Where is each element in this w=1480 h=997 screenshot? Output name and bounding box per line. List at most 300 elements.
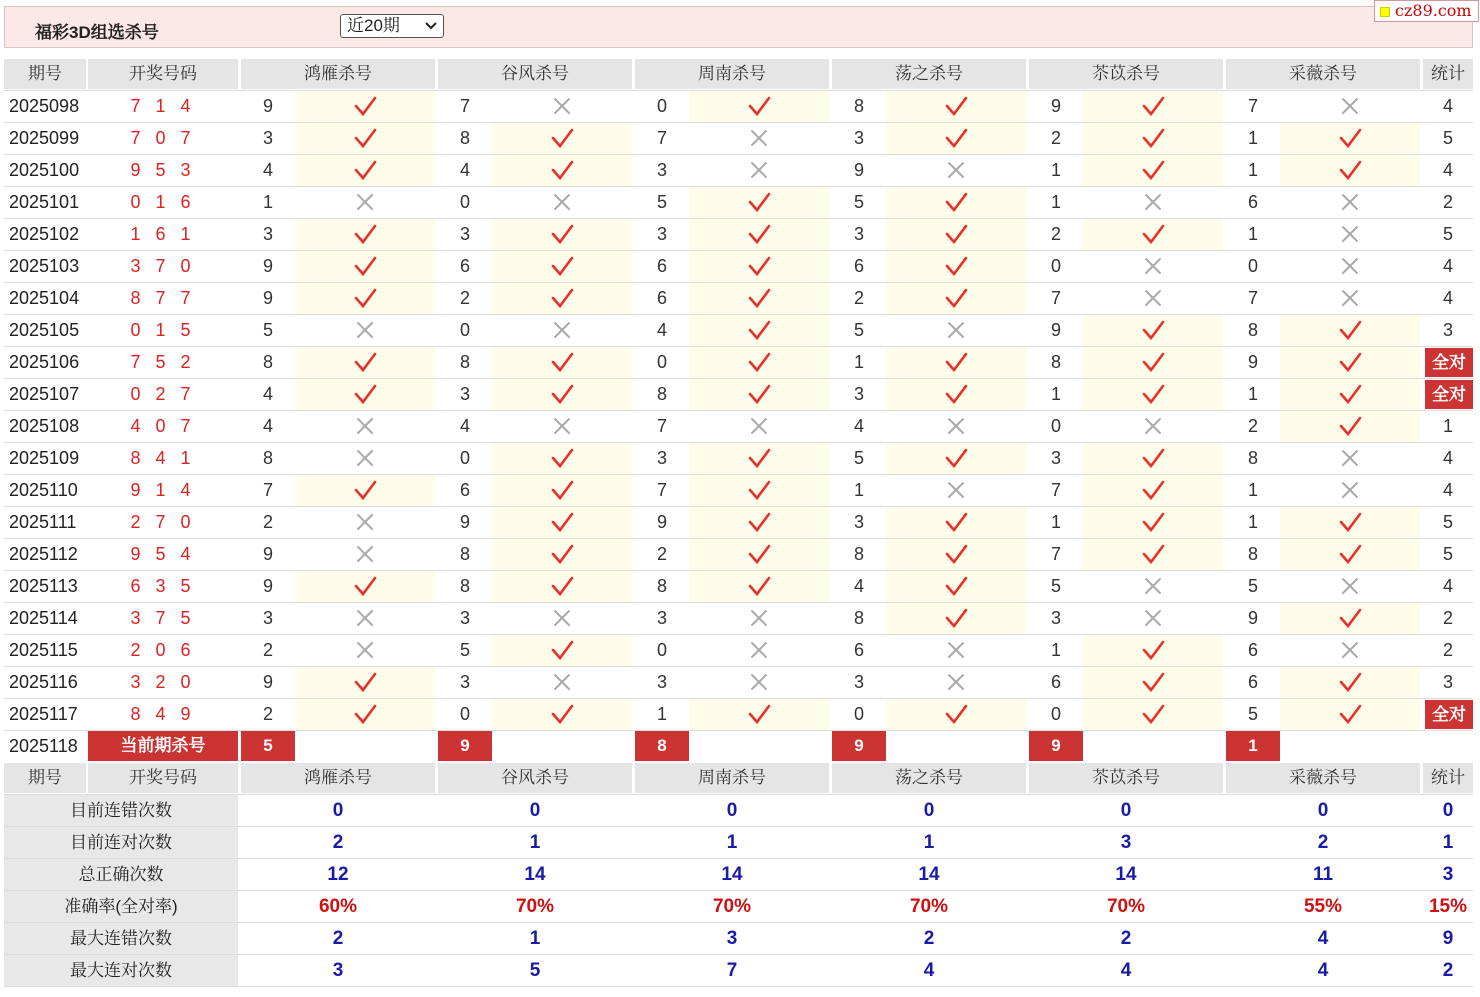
result-correct bbox=[886, 187, 1026, 218]
period-cell: 2025101 bbox=[4, 187, 88, 218]
summary-value: 2 bbox=[1226, 827, 1420, 858]
result-correct bbox=[689, 539, 829, 570]
kill-digit: 1 bbox=[1226, 155, 1280, 186]
check-icon bbox=[747, 574, 771, 598]
check-icon bbox=[1141, 670, 1165, 694]
result-correct bbox=[1083, 155, 1223, 186]
result-correct bbox=[689, 251, 829, 282]
summary-value: 14 bbox=[1029, 859, 1223, 890]
cross-icon bbox=[747, 414, 771, 438]
summary-value: 1 bbox=[438, 923, 632, 954]
cross-icon bbox=[1338, 94, 1362, 118]
kill-digit: 1 bbox=[1029, 635, 1083, 666]
summary-header-predictor: 采薇杀号 bbox=[1226, 763, 1420, 793]
draw-number: 1 6 1 bbox=[88, 219, 238, 250]
history-header-period: 期号 bbox=[4, 59, 86, 89]
summary-value: 7 bbox=[635, 955, 829, 986]
result-correct bbox=[886, 507, 1026, 538]
result-correct bbox=[1280, 379, 1420, 410]
result-wrong bbox=[1280, 635, 1420, 666]
cross-icon bbox=[747, 126, 771, 150]
kill-digit: 2 bbox=[832, 283, 886, 314]
cross-icon bbox=[550, 414, 574, 438]
kill-digit: 8 bbox=[832, 91, 886, 122]
kill-digit: 5 bbox=[1226, 571, 1280, 602]
kill-digit: 9 bbox=[241, 251, 295, 282]
kill-digit: 3 bbox=[635, 443, 689, 474]
kill-digit: 7 bbox=[635, 475, 689, 506]
row-divider bbox=[4, 186, 1473, 187]
check-icon bbox=[550, 222, 574, 246]
check-icon bbox=[1338, 382, 1362, 406]
summary-divider bbox=[4, 922, 1473, 923]
check-icon bbox=[1338, 606, 1362, 630]
result-wrong bbox=[295, 507, 435, 538]
kill-digit: 9 bbox=[635, 507, 689, 538]
result-wrong bbox=[1280, 187, 1420, 218]
summary-value: 4 bbox=[832, 955, 1026, 986]
row-divider bbox=[4, 122, 1473, 123]
kill-digit: 9 bbox=[241, 667, 295, 698]
kill-digit: 2 bbox=[635, 539, 689, 570]
result-correct bbox=[492, 379, 632, 410]
cross-icon bbox=[944, 638, 968, 662]
check-icon bbox=[1141, 158, 1165, 182]
result-correct bbox=[295, 347, 435, 378]
period-cell: 2025115 bbox=[4, 635, 88, 666]
summary-divider bbox=[4, 890, 1473, 891]
kill-digit: 4 bbox=[241, 379, 295, 410]
check-icon bbox=[1141, 126, 1165, 150]
kill-digit: 0 bbox=[635, 347, 689, 378]
result-wrong bbox=[689, 123, 829, 154]
result-correct bbox=[492, 475, 632, 506]
kill-digit: 2 bbox=[1029, 123, 1083, 154]
period-cell: 2025107 bbox=[4, 379, 88, 410]
stat-count: 4 bbox=[1423, 443, 1473, 474]
summary-stat: 0 bbox=[1423, 795, 1473, 826]
kill-digit: 2 bbox=[438, 283, 492, 314]
result-wrong bbox=[492, 315, 632, 346]
kill-digit: 2 bbox=[241, 507, 295, 538]
history-header-draw: 开奖号码 bbox=[88, 59, 238, 89]
all-correct-badge: 全对 bbox=[1425, 700, 1473, 729]
kill-digit: 8 bbox=[832, 539, 886, 570]
summary-label: 最大连对次数 bbox=[4, 955, 238, 986]
kill-digit: 6 bbox=[1226, 187, 1280, 218]
result-correct bbox=[1083, 507, 1223, 538]
result-wrong bbox=[689, 411, 829, 442]
check-icon bbox=[747, 382, 771, 406]
check-icon bbox=[1338, 702, 1362, 726]
cross-icon bbox=[353, 510, 377, 534]
summary-divider bbox=[4, 826, 1473, 827]
check-icon bbox=[747, 254, 771, 278]
kill-digit: 0 bbox=[438, 187, 492, 218]
draw-number: 8 7 7 bbox=[88, 283, 238, 314]
result-correct bbox=[295, 283, 435, 314]
result-correct bbox=[295, 251, 435, 282]
result-wrong bbox=[886, 155, 1026, 186]
result-correct bbox=[689, 347, 829, 378]
cross-icon bbox=[747, 606, 771, 630]
result-wrong bbox=[295, 315, 435, 346]
history-header-predictor: 谷风杀号 bbox=[438, 59, 632, 89]
summary-divider bbox=[4, 986, 1473, 987]
period-cell: 2025103 bbox=[4, 251, 88, 282]
kill-digit: 1 bbox=[1029, 187, 1083, 218]
summary-value: 55% bbox=[1226, 891, 1420, 922]
check-icon bbox=[1141, 94, 1165, 118]
kill-digit: 3 bbox=[1029, 443, 1083, 474]
check-icon bbox=[1141, 382, 1165, 406]
kill-digit: 9 bbox=[438, 507, 492, 538]
kill-digit: 3 bbox=[1029, 603, 1083, 634]
check-icon bbox=[944, 510, 968, 534]
check-icon bbox=[353, 350, 377, 374]
result-correct bbox=[689, 507, 829, 538]
period-cell: 2025105 bbox=[4, 315, 88, 346]
check-icon bbox=[944, 190, 968, 214]
history-header-predictor: 采薇杀号 bbox=[1226, 59, 1420, 89]
check-icon bbox=[1141, 542, 1165, 566]
period-cell: 2025113 bbox=[4, 571, 88, 602]
draw-number: 8 4 9 bbox=[88, 699, 238, 730]
period-cell: 2025098 bbox=[4, 91, 88, 122]
cross-icon bbox=[944, 158, 968, 182]
all-correct-badge: 全对 bbox=[1425, 380, 1473, 409]
summary-value: 60% bbox=[241, 891, 435, 922]
history-header-predictor: 荡之杀号 bbox=[832, 59, 1026, 89]
summary-value: 1 bbox=[832, 827, 1026, 858]
kill-digit: 3 bbox=[635, 155, 689, 186]
result-correct bbox=[689, 283, 829, 314]
result-wrong bbox=[886, 635, 1026, 666]
result-wrong bbox=[689, 155, 829, 186]
kill-digit: 6 bbox=[1029, 667, 1083, 698]
kill-digit: 7 bbox=[635, 411, 689, 442]
result-correct bbox=[1083, 347, 1223, 378]
summary-value: 12 bbox=[241, 859, 435, 890]
summary-value: 14 bbox=[635, 859, 829, 890]
kill-digit: 1 bbox=[1029, 507, 1083, 538]
check-icon bbox=[550, 158, 574, 182]
kill-digit: 5 bbox=[635, 187, 689, 218]
draw-number: 0 1 6 bbox=[88, 187, 238, 218]
summary-stat: 2 bbox=[1423, 955, 1473, 986]
result-correct bbox=[492, 347, 632, 378]
result-wrong bbox=[886, 475, 1026, 506]
summary-value: 5 bbox=[438, 955, 632, 986]
result-correct bbox=[1083, 219, 1223, 250]
kill-digit: 3 bbox=[635, 603, 689, 634]
watermark-text: cz89.com bbox=[1395, 1, 1472, 20]
kill-digit: 1 bbox=[1226, 507, 1280, 538]
stat-count: 4 bbox=[1423, 251, 1473, 282]
result-correct bbox=[1083, 635, 1223, 666]
kill-digit: 3 bbox=[832, 507, 886, 538]
summary-value: 2 bbox=[832, 923, 1026, 954]
period-cell: 2025117 bbox=[4, 699, 88, 730]
stat-count: 5 bbox=[1423, 539, 1473, 570]
result-wrong bbox=[1083, 571, 1223, 602]
kill-digit: 0 bbox=[1029, 699, 1083, 730]
summary-label: 目前连错次数 bbox=[4, 795, 238, 826]
draw-number: 4 0 7 bbox=[88, 411, 238, 442]
stat-count: 1 bbox=[1423, 411, 1473, 442]
period-cell: 2025114 bbox=[4, 603, 88, 634]
check-icon bbox=[944, 542, 968, 566]
history-header-predictor: 鸿雁杀号 bbox=[241, 59, 435, 89]
result-wrong bbox=[492, 91, 632, 122]
result-wrong bbox=[886, 667, 1026, 698]
kill-digit: 5 bbox=[1226, 699, 1280, 730]
check-icon bbox=[353, 382, 377, 406]
result-correct bbox=[295, 699, 435, 730]
result-correct bbox=[295, 219, 435, 250]
result-wrong bbox=[689, 603, 829, 634]
check-icon bbox=[944, 382, 968, 406]
draw-number: 0 1 5 bbox=[88, 315, 238, 346]
kill-digit: 8 bbox=[1029, 347, 1083, 378]
row-divider bbox=[4, 602, 1473, 603]
summary-value: 0 bbox=[438, 795, 632, 826]
result-correct bbox=[1280, 411, 1420, 442]
check-icon bbox=[1141, 478, 1165, 502]
row-divider bbox=[4, 410, 1473, 411]
draw-number: 9 1 4 bbox=[88, 475, 238, 506]
check-icon bbox=[550, 446, 574, 470]
row-divider bbox=[4, 538, 1473, 539]
draw-number: 2 7 0 bbox=[88, 507, 238, 538]
result-wrong bbox=[1280, 251, 1420, 282]
row-divider bbox=[4, 250, 1473, 251]
result-wrong bbox=[1083, 603, 1223, 634]
result-correct bbox=[886, 539, 1026, 570]
cross-icon bbox=[1141, 414, 1165, 438]
stat-count: 4 bbox=[1423, 475, 1473, 506]
summary-label: 总正确次数 bbox=[4, 859, 238, 890]
check-icon bbox=[944, 702, 968, 726]
cross-icon bbox=[353, 542, 377, 566]
cross-icon bbox=[1141, 190, 1165, 214]
check-icon bbox=[747, 478, 771, 502]
row-divider bbox=[4, 666, 1473, 667]
cross-icon bbox=[944, 414, 968, 438]
check-icon bbox=[747, 286, 771, 310]
result-wrong bbox=[886, 411, 1026, 442]
row-divider bbox=[4, 378, 1473, 379]
summary-stat: 15% bbox=[1423, 891, 1473, 922]
draw-number: 7 5 2 bbox=[88, 347, 238, 378]
summary-value: 4 bbox=[1226, 955, 1420, 986]
kill-digit: 8 bbox=[1226, 539, 1280, 570]
kill-digit: 3 bbox=[832, 379, 886, 410]
summary-value: 0 bbox=[635, 795, 829, 826]
kill-digit: 1 bbox=[1226, 123, 1280, 154]
check-icon bbox=[550, 574, 574, 598]
check-icon bbox=[1338, 158, 1362, 182]
result-wrong bbox=[1280, 219, 1420, 250]
check-icon bbox=[1338, 126, 1362, 150]
kill-digit: 2 bbox=[1226, 411, 1280, 442]
kill-digit: 8 bbox=[438, 539, 492, 570]
check-icon bbox=[353, 126, 377, 150]
summary-value: 3 bbox=[1029, 827, 1223, 858]
result-correct bbox=[492, 635, 632, 666]
check-icon bbox=[1338, 414, 1362, 438]
draw-number: 2 0 6 bbox=[88, 635, 238, 666]
result-wrong bbox=[1280, 571, 1420, 602]
stat-count: 2 bbox=[1423, 603, 1473, 634]
result-wrong bbox=[1280, 91, 1420, 122]
kill-digit: 1 bbox=[241, 187, 295, 218]
check-icon bbox=[944, 126, 968, 150]
range-select[interactable] bbox=[340, 14, 444, 38]
kill-digit: 6 bbox=[635, 251, 689, 282]
result-correct bbox=[295, 379, 435, 410]
kill-digit: 9 bbox=[832, 155, 886, 186]
period-cell: 2025108 bbox=[4, 411, 88, 442]
kill-digit: 1 bbox=[1029, 379, 1083, 410]
kill-digit: 7 bbox=[1029, 475, 1083, 506]
stat-count: 5 bbox=[1423, 507, 1473, 538]
summary-header-predictor: 鸿雁杀号 bbox=[241, 763, 435, 793]
summary-value: 70% bbox=[438, 891, 632, 922]
period-cell: 2025116 bbox=[4, 667, 88, 698]
result-wrong bbox=[492, 603, 632, 634]
kill-digit: 0 bbox=[1029, 251, 1083, 282]
result-correct bbox=[886, 347, 1026, 378]
cross-icon bbox=[1338, 574, 1362, 598]
row-divider bbox=[4, 346, 1473, 347]
kill-digit: 8 bbox=[635, 379, 689, 410]
cross-icon bbox=[550, 670, 574, 694]
result-correct bbox=[689, 379, 829, 410]
cross-icon bbox=[550, 606, 574, 630]
check-icon bbox=[747, 446, 771, 470]
result-wrong bbox=[1280, 443, 1420, 474]
period-cell: 2025102 bbox=[4, 219, 88, 250]
result-wrong bbox=[492, 667, 632, 698]
result-wrong bbox=[295, 539, 435, 570]
kill-digit: 9 bbox=[1226, 347, 1280, 378]
result-wrong bbox=[295, 187, 435, 218]
cross-icon bbox=[1338, 190, 1362, 214]
kill-digit: 0 bbox=[1029, 411, 1083, 442]
kill-digit: 1 bbox=[832, 347, 886, 378]
check-icon bbox=[353, 702, 377, 726]
cross-icon bbox=[1338, 286, 1362, 310]
range-select-value: 近20期 bbox=[347, 16, 400, 35]
kill-digit: 8 bbox=[438, 571, 492, 602]
check-icon bbox=[353, 670, 377, 694]
kill-digit: 2 bbox=[241, 699, 295, 730]
check-icon bbox=[747, 190, 771, 214]
result-correct bbox=[1083, 379, 1223, 410]
summary-value: 11 bbox=[1226, 859, 1420, 890]
draw-number: 7 0 7 bbox=[88, 123, 238, 154]
summary-header-predictor: 荡之杀号 bbox=[832, 763, 1026, 793]
summary-label: 目前连对次数 bbox=[4, 827, 238, 858]
summary-value: 1 bbox=[635, 827, 829, 858]
stat-count: 3 bbox=[1423, 315, 1473, 346]
kill-digit: 1 bbox=[1226, 379, 1280, 410]
kill-digit: 9 bbox=[1029, 315, 1083, 346]
kill-digit: 8 bbox=[241, 347, 295, 378]
kill-digit: 6 bbox=[635, 283, 689, 314]
kill-digit: 8 bbox=[241, 443, 295, 474]
result-wrong bbox=[1083, 187, 1223, 218]
kill-digit: 6 bbox=[1226, 667, 1280, 698]
check-icon bbox=[1141, 318, 1165, 342]
result-correct bbox=[1280, 123, 1420, 154]
cross-icon bbox=[353, 414, 377, 438]
check-icon bbox=[1141, 350, 1165, 374]
summary-value: 70% bbox=[832, 891, 1026, 922]
cross-icon bbox=[550, 94, 574, 118]
row-divider bbox=[4, 218, 1473, 219]
summary-header-period: 期号 bbox=[4, 763, 86, 793]
stat-count: 2 bbox=[1423, 635, 1473, 666]
cross-icon bbox=[353, 318, 377, 342]
kill-digit: 5 bbox=[832, 443, 886, 474]
kill-digit: 5 bbox=[1029, 571, 1083, 602]
summary-label: 准确率(全对率) bbox=[4, 891, 238, 922]
result-correct bbox=[1280, 347, 1420, 378]
all-correct-badge: 全对 bbox=[1425, 348, 1473, 377]
period-cell: 2025112 bbox=[4, 539, 88, 570]
result-wrong bbox=[1280, 283, 1420, 314]
result-correct bbox=[492, 571, 632, 602]
stat-count: 4 bbox=[1423, 283, 1473, 314]
page-title: 福彩3D组选杀号 bbox=[35, 23, 159, 42]
kill-digit: 4 bbox=[438, 155, 492, 186]
result-correct bbox=[689, 475, 829, 506]
draw-number: 9 5 4 bbox=[88, 539, 238, 570]
cross-icon bbox=[1141, 286, 1165, 310]
cross-icon bbox=[1141, 606, 1165, 630]
check-icon bbox=[353, 574, 377, 598]
kill-digit: 0 bbox=[635, 635, 689, 666]
cross-icon bbox=[353, 190, 377, 214]
kill-digit: 3 bbox=[635, 667, 689, 698]
summary-stat: 1 bbox=[1423, 827, 1473, 858]
result-correct bbox=[492, 699, 632, 730]
kill-digit: 7 bbox=[241, 475, 295, 506]
row-divider bbox=[4, 506, 1473, 507]
cross-icon bbox=[353, 638, 377, 662]
check-icon bbox=[944, 574, 968, 598]
check-icon bbox=[353, 94, 377, 118]
check-icon bbox=[944, 94, 968, 118]
kill-digit: 7 bbox=[438, 91, 492, 122]
summary-value: 14 bbox=[832, 859, 1026, 890]
result-correct bbox=[689, 443, 829, 474]
summary-value: 2 bbox=[1029, 923, 1223, 954]
kill-digit: 8 bbox=[438, 347, 492, 378]
kill-digit: 4 bbox=[635, 315, 689, 346]
result-correct bbox=[886, 603, 1026, 634]
kill-digit: 9 bbox=[241, 91, 295, 122]
summary-header-draw: 开奖号码 bbox=[88, 763, 238, 793]
result-correct bbox=[295, 571, 435, 602]
summary-divider bbox=[4, 858, 1473, 859]
stat-count: 3 bbox=[1423, 667, 1473, 698]
check-icon bbox=[944, 350, 968, 374]
current-kill-label: 当前期杀号 bbox=[88, 731, 238, 761]
check-icon bbox=[550, 126, 574, 150]
